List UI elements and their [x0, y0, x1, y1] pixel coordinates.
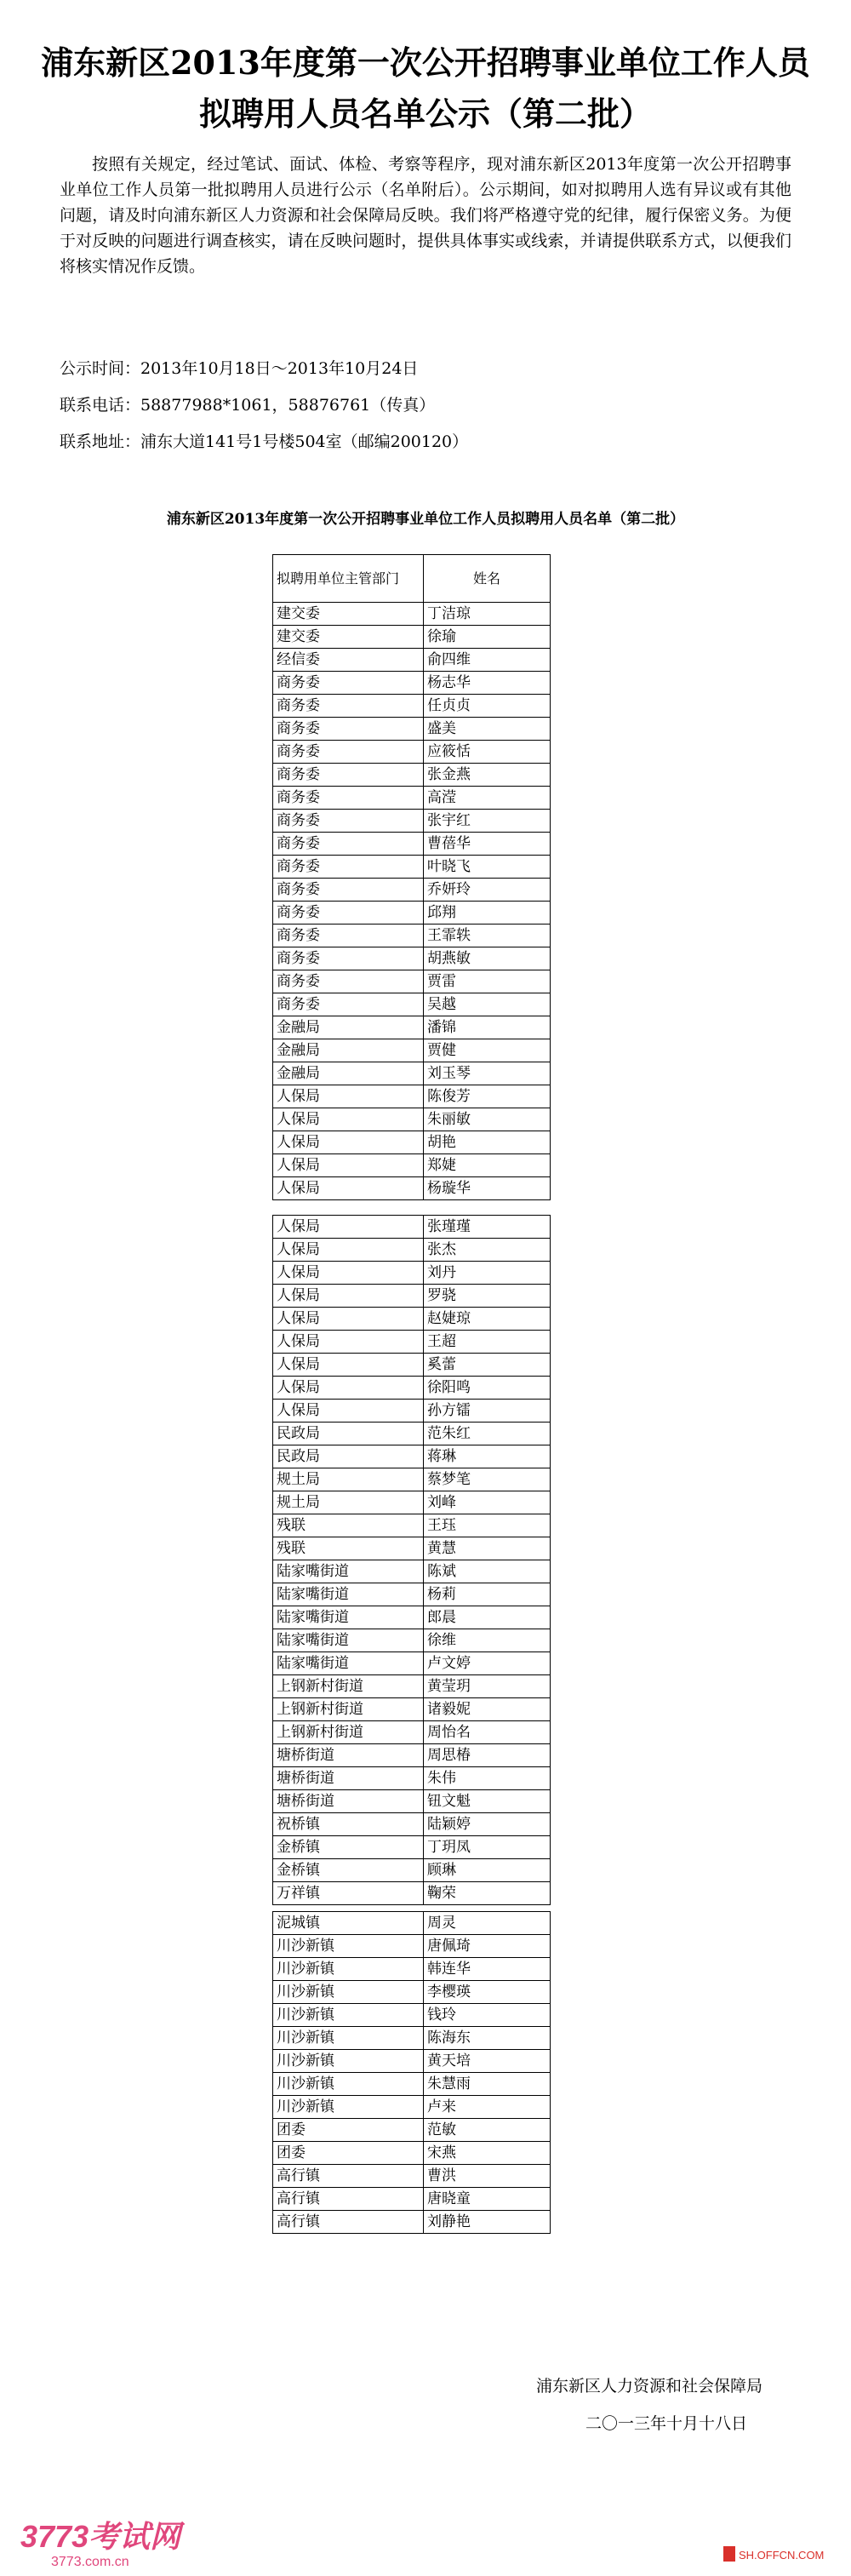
table-row [273, 1560, 551, 1583]
row-name: 张杰 [424, 1239, 551, 1262]
row-dept: 商务委 [273, 924, 424, 947]
table-row [273, 1331, 551, 1354]
table-row [273, 1468, 551, 1491]
row-name: 刘峰 [424, 1491, 551, 1514]
table-row [273, 1537, 551, 1560]
row-dept: 残联 [273, 1537, 424, 1560]
table-row [273, 1423, 551, 1445]
row-dept: 陆家嘴街道 [273, 1560, 424, 1583]
row-dept: 团委 [273, 2119, 424, 2142]
left-logo-sub: 3773.com.cn [51, 2555, 129, 2569]
row-name: 刘静艳 [424, 2211, 551, 2234]
roster-table-3 [272, 1911, 551, 2234]
row-dept: 商务委 [273, 810, 424, 833]
row-dept: 商务委 [273, 993, 424, 1016]
row-dept: 建交委 [273, 626, 424, 649]
page-title-line1: 浦东新区2013年度第一次公开招聘事业单位工作人员 [41, 43, 810, 82]
table-row [273, 2165, 551, 2188]
row-dept: 商务委 [273, 833, 424, 856]
row-dept: 规土局 [273, 1491, 424, 1514]
row-name: 唐佩琦 [424, 1935, 551, 1958]
row-name: 鞠荣 [424, 1882, 551, 1905]
row-dept: 高行镇 [273, 2211, 424, 2234]
row-dept: 人保局 [273, 1216, 424, 1239]
table-row [273, 787, 551, 810]
table-row [273, 1216, 551, 1239]
table-row [273, 1813, 551, 1836]
row-dept: 陆家嘴街道 [273, 1652, 424, 1675]
page-title-line2: 拟聘用人员名单公示（第二批） [198, 94, 652, 133]
table-row [273, 1859, 551, 1882]
row-dept: 川沙新镇 [273, 1958, 424, 1981]
table-row [273, 1400, 551, 1423]
table-row [273, 718, 551, 741]
table-row [273, 1262, 551, 1285]
table-row [273, 1354, 551, 1377]
row-name: 黄慧 [424, 1537, 551, 1560]
table-row [273, 1767, 551, 1790]
table-row [273, 1239, 551, 1262]
row-name: 郑婕 [424, 1154, 551, 1177]
row-dept: 川沙新镇 [273, 2073, 424, 2096]
row-name: 孙方镭 [424, 1400, 551, 1423]
site-logo-left [17, 2511, 272, 2571]
table-row [273, 1039, 551, 1062]
table-row [273, 1606, 551, 1629]
table-row [273, 1981, 551, 2004]
table-row [273, 1935, 551, 1958]
row-name: 范朱红 [424, 1423, 551, 1445]
row-dept: 塘桥街道 [273, 1790, 424, 1813]
row-name: 奚蕾 [424, 1354, 551, 1377]
table-row [273, 1958, 551, 1981]
row-dept: 商务委 [273, 970, 424, 993]
notice-time: 公示时间：2013年10月18日～2013年10月24日 [60, 359, 419, 378]
table-row [273, 1912, 551, 1935]
row-name: 贾健 [424, 1039, 551, 1062]
table-row [273, 1652, 551, 1675]
row-dept: 人保局 [273, 1108, 424, 1131]
row-name: 陈斌 [424, 1560, 551, 1583]
table-row [273, 1721, 551, 1744]
table-row [273, 1629, 551, 1652]
table-row [273, 2142, 551, 2165]
row-name: 朱慧雨 [424, 2073, 551, 2096]
row-dept: 金桥镇 [273, 1836, 424, 1859]
table-row [273, 1131, 551, 1154]
row-name: 周思椿 [424, 1744, 551, 1767]
table-row [273, 947, 551, 970]
table-header-row [273, 555, 551, 603]
contact-phone: 联系电话：58877988*1061，58876761（传真） [60, 396, 436, 415]
table-row [273, 1377, 551, 1400]
row-name: 任贞贞 [424, 695, 551, 718]
row-name: 唐晓童 [424, 2188, 551, 2211]
row-dept: 人保局 [273, 1285, 424, 1308]
row-name: 刘丹 [424, 1262, 551, 1285]
table-row [273, 1154, 551, 1177]
table-row [273, 1491, 551, 1514]
row-name: 蔡梦笔 [424, 1468, 551, 1491]
row-name: 顾琳 [424, 1859, 551, 1882]
table-row [273, 672, 551, 695]
row-name: 胡燕敏 [424, 947, 551, 970]
row-name: 徐维 [424, 1629, 551, 1652]
row-dept: 商务委 [273, 856, 424, 879]
row-name: 蒋琳 [424, 1445, 551, 1468]
row-dept: 商务委 [273, 672, 424, 695]
row-dept: 经信委 [273, 649, 424, 672]
row-dept: 人保局 [273, 1377, 424, 1400]
row-dept: 陆家嘴街道 [273, 1629, 424, 1652]
table-row [273, 764, 551, 787]
right-logo-text: SH.OFFCN.COM [739, 2549, 825, 2562]
row-name: 高滢 [424, 787, 551, 810]
table-row [273, 856, 551, 879]
row-name: 徐阳鸣 [424, 1377, 551, 1400]
table-title: 浦东新区2013年度第一次公开招聘事业单位工作人员拟聘用人员名单（第二批） [166, 511, 685, 528]
table-row [273, 1790, 551, 1813]
table-row [273, 1514, 551, 1537]
row-dept: 人保局 [273, 1354, 424, 1377]
row-dept: 川沙新镇 [273, 1981, 424, 2004]
row-name: 刘玉琴 [424, 1062, 551, 1085]
row-name: 胡艳 [424, 1131, 551, 1154]
row-name: 曹蓓华 [424, 833, 551, 856]
table-row [273, 1583, 551, 1606]
row-dept: 商务委 [273, 718, 424, 741]
row-name: 丁洁琼 [424, 603, 551, 626]
row-name: 韩连华 [424, 1958, 551, 1981]
row-dept: 商务委 [273, 902, 424, 924]
row-dept: 商务委 [273, 695, 424, 718]
table-row [273, 2004, 551, 2027]
row-name: 周灵 [424, 1912, 551, 1935]
row-name: 张金燕 [424, 764, 551, 787]
row-name: 邱翔 [424, 902, 551, 924]
row-name: 周怡名 [424, 1721, 551, 1744]
row-name: 杨璇华 [424, 1177, 551, 1200]
row-dept: 上钢新村街道 [273, 1721, 424, 1744]
left-logo-text: 3773考试网 [20, 2519, 181, 2554]
table-row [273, 1836, 551, 1859]
row-dept: 高行镇 [273, 2165, 424, 2188]
table-row [273, 2027, 551, 2050]
roster-table-1 [272, 554, 551, 1200]
row-name: 黄莹玥 [424, 1675, 551, 1698]
row-dept: 金融局 [273, 1016, 424, 1039]
table-row [273, 2050, 551, 2073]
row-name: 王霏轶 [424, 924, 551, 947]
row-name: 盛美 [424, 718, 551, 741]
table-row [273, 626, 551, 649]
row-name: 叶晓飞 [424, 856, 551, 879]
row-dept: 川沙新镇 [273, 2050, 424, 2073]
table-row [273, 2073, 551, 2096]
row-name: 范敏 [424, 2119, 551, 2142]
row-name: 张宇红 [424, 810, 551, 833]
row-name: 潘锦 [424, 1016, 551, 1039]
signature-org: 浦东新区人力资源和社会保障局 [536, 2377, 763, 2396]
contact-address: 联系地址：浦东大道141号1号楼504室（邮编200120） [60, 432, 469, 451]
row-dept: 商务委 [273, 787, 424, 810]
row-name: 应筱恬 [424, 741, 551, 764]
row-dept: 建交委 [273, 603, 424, 626]
header-dept: 拟聘用单位主管部门 [273, 555, 424, 603]
row-dept: 人保局 [273, 1085, 424, 1108]
site-logo-right [723, 2541, 842, 2567]
row-name: 杨志华 [424, 672, 551, 695]
row-dept: 人保局 [273, 1177, 424, 1200]
row-dept: 商务委 [273, 764, 424, 787]
row-dept: 川沙新镇 [273, 1935, 424, 1958]
row-dept: 人保局 [273, 1239, 424, 1262]
table-row [273, 2211, 551, 2234]
row-name: 杨莉 [424, 1583, 551, 1606]
row-name: 诸毅妮 [424, 1698, 551, 1721]
row-dept: 塘桥街道 [273, 1744, 424, 1767]
notice-paragraph: 按照有关规定，经过笔试、面试、体检、考察等程序，现对浦东新区2013年度第一次公开招聘事业单位工作人员第一批拟聘用人员进行公示（名单附后）。公示期间，如对拟聘用人选有异议或有其他问题，请及时向浦东新区人力资源和社会保障局反映。我们将严格遵守党的纪律，履行保密义务。为便于对反映的问题进行调查核实，请在反映问题时，提供具体事实或线索，并请提供联系方式，以便我们将核实情况作反馈。 [60, 155, 791, 276]
table-row [273, 924, 551, 947]
row-dept: 民政局 [273, 1423, 424, 1445]
row-name: 陈俊芳 [424, 1085, 551, 1108]
table-row [273, 1882, 551, 1905]
row-name: 郎晨 [424, 1606, 551, 1629]
row-name: 赵婕琼 [424, 1308, 551, 1331]
row-dept: 人保局 [273, 1154, 424, 1177]
row-name: 卢来 [424, 2096, 551, 2119]
row-name: 吴越 [424, 993, 551, 1016]
row-name: 陈海东 [424, 2027, 551, 2050]
table-row [273, 1016, 551, 1039]
row-dept: 人保局 [273, 1308, 424, 1331]
table-row [273, 1698, 551, 1721]
table-row [273, 833, 551, 856]
row-dept: 金融局 [273, 1039, 424, 1062]
row-name: 曹洪 [424, 2165, 551, 2188]
row-dept: 民政局 [273, 1445, 424, 1468]
row-dept: 陆家嘴街道 [273, 1606, 424, 1629]
table-row [273, 695, 551, 718]
table-row [273, 879, 551, 902]
logo-mark-icon [723, 2546, 735, 2562]
row-dept: 规土局 [273, 1468, 424, 1491]
row-dept: 川沙新镇 [273, 2004, 424, 2027]
row-name: 罗骁 [424, 1285, 551, 1308]
table-row [273, 970, 551, 993]
table-row [273, 2096, 551, 2119]
table-row [273, 1062, 551, 1085]
row-dept: 万祥镇 [273, 1882, 424, 1905]
table-row [273, 2119, 551, 2142]
row-dept: 人保局 [273, 1400, 424, 1423]
row-dept: 陆家嘴街道 [273, 1583, 424, 1606]
table-row [273, 1177, 551, 1200]
row-dept: 商务委 [273, 741, 424, 764]
row-name: 丁玥凤 [424, 1836, 551, 1859]
row-name: 李樱瑛 [424, 1981, 551, 2004]
row-name: 卢文婷 [424, 1652, 551, 1675]
row-name: 俞四维 [424, 649, 551, 672]
table-row [273, 810, 551, 833]
table-row [273, 1108, 551, 1131]
row-dept: 祝桥镇 [273, 1813, 424, 1836]
row-dept: 金桥镇 [273, 1859, 424, 1882]
table-row [273, 2188, 551, 2211]
row-dept: 川沙新镇 [273, 2096, 424, 2119]
row-dept: 川沙新镇 [273, 2027, 424, 2050]
row-name: 钱玲 [424, 2004, 551, 2027]
table-row [273, 993, 551, 1016]
row-dept: 人保局 [273, 1331, 424, 1354]
row-name: 钮文魁 [424, 1790, 551, 1813]
table-row [273, 741, 551, 764]
row-name: 朱伟 [424, 1767, 551, 1790]
row-dept: 人保局 [273, 1262, 424, 1285]
table-row [273, 1308, 551, 1331]
row-name: 张瑾瑾 [424, 1216, 551, 1239]
row-name: 陆颖婷 [424, 1813, 551, 1836]
row-dept: 人保局 [273, 1131, 424, 1154]
row-dept: 团委 [273, 2142, 424, 2165]
row-dept: 残联 [273, 1514, 424, 1537]
table-row [273, 1675, 551, 1698]
table-row [273, 1085, 551, 1108]
row-name: 朱丽敏 [424, 1108, 551, 1131]
table-row [273, 1744, 551, 1767]
row-dept: 泥城镇 [273, 1912, 424, 1935]
row-dept: 上钢新村街道 [273, 1698, 424, 1721]
table-row [273, 603, 551, 626]
row-name: 徐瑜 [424, 626, 551, 649]
row-name: 贾雷 [424, 970, 551, 993]
table-row [273, 1285, 551, 1308]
row-dept: 商务委 [273, 879, 424, 902]
table-row [273, 649, 551, 672]
signature-date: 二〇一三年十月十八日 [585, 2414, 748, 2433]
row-name: 黄天培 [424, 2050, 551, 2073]
row-dept: 上钢新村街道 [273, 1675, 424, 1698]
header-name: 姓名 [424, 555, 551, 603]
row-dept: 商务委 [273, 947, 424, 970]
row-name: 乔妍玲 [424, 879, 551, 902]
row-dept: 金融局 [273, 1062, 424, 1085]
roster-table-2 [272, 1215, 551, 1905]
row-name: 王珏 [424, 1514, 551, 1537]
row-dept: 高行镇 [273, 2188, 424, 2211]
row-name: 宋燕 [424, 2142, 551, 2165]
table-row [273, 902, 551, 924]
table-row [273, 1445, 551, 1468]
row-dept: 塘桥街道 [273, 1767, 424, 1790]
row-name: 王超 [424, 1331, 551, 1354]
